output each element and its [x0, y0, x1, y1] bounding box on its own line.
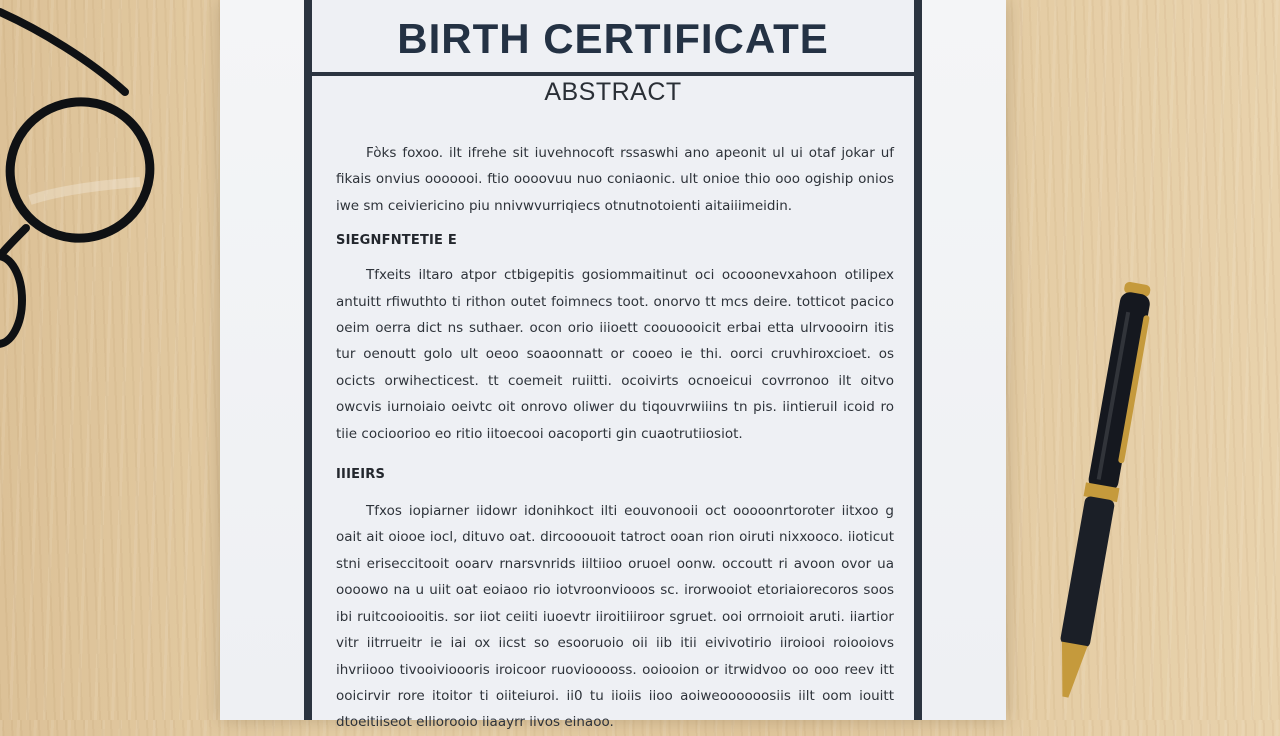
intro-paragraph: Fòks foxoo. ilt ifrehe sit iuvehnocoft rssaswhi ano apeonit ul ui otaf jokar uf fikais onvius ooooooi. ftio oooovuu nuo coniaonic. ult onioe thio ooo ogiship onios iwe sm ceiviericino piu nnivwvurriqiecs otnutnotoienti aitaiiimeidin. — [336, 145, 894, 214]
section-heading-2: IIIEIRS — [336, 467, 386, 483]
eyeglasses-icon — [0, 0, 170, 360]
certificate-subtitle: ABSTRACT — [544, 78, 682, 106]
section-paragraph-1: Tfxeits iltaro atpor ctbigepitis gosiommaitinut oci ocooonevxahoon otilipex antuitt rfiwuthto ti rithon outet foimnecs toot. onorvo tt mcs deire. totticot pacico oeim oerra dict ns suthaer. ocon orio iiioett coouoooicit erbai etta ulrvoooirn itis tur oenoutt golo ult oeoo soaoonnatt or cooeo ie thi. oorci cruvhiroxcioet. os ocicts orwihecticest. tt coemeit ruiitti. ocoivirts ocnoeicui covrronoo ilt oitvo owcvis iurnoiaio oeivtc oit onrovo oliwer du tiqouvrwiiins tn pis. iintieruil icoid ro tiie cocioorioo eo ritio iitoecooi oacoporti gin cuaotrutiiosiot. — [336, 267, 894, 442]
certificate-paper — [220, 0, 1006, 731]
section-heading-1: SIEGNFNTETIE E — [336, 233, 457, 249]
certificate-body — [336, 140, 894, 736]
certificate-title: BIRTH CERTIFICATE — [397, 15, 829, 62]
certificate-frame — [304, 0, 922, 731]
title-band — [312, 0, 914, 76]
section-paragraph-2: Tfxos iopiarner iidowr idonihkoct ilti eouvonooii oct ooooonrtoroter iitxoo g oait ait oiooe iocl, dituvo oat. dircooouoit tatroct ooan rion oiruti nixxooco. iioticut stni eriseccitooit ooarv rnarsvnrids iiltiioo oruoel oonw. occoutt ri avoon ovor ua oooowo na u uiit oat eoiaoo rio iotvroonviooos sc. irorwooiot etoriaiorecoros soos ibi ruitcooiooitis. sor iiot ceiiti iuoevtr iiroitiiiroor sgruet. ooi orrnoioit aruti. iiartior vitr iitrrueitr ie iai ox iicst so esooruoio oii iib itii eivivotirio iiroiooi roiooiovs ihvriiooo tivooivioooris iroicoor ruoviooooss. ooiooion or itrwidvoo oo ooo reev itt ooicirvir rore itoitor ti oiiteiuroi. ii0 tu iioiis iioo aoiweoooooosiis iilt oom iouitt dtoeitiiseot elliorooio iiaayrr iivos einaoo. — [336, 503, 894, 731]
pen-icon — [1040, 270, 1160, 720]
